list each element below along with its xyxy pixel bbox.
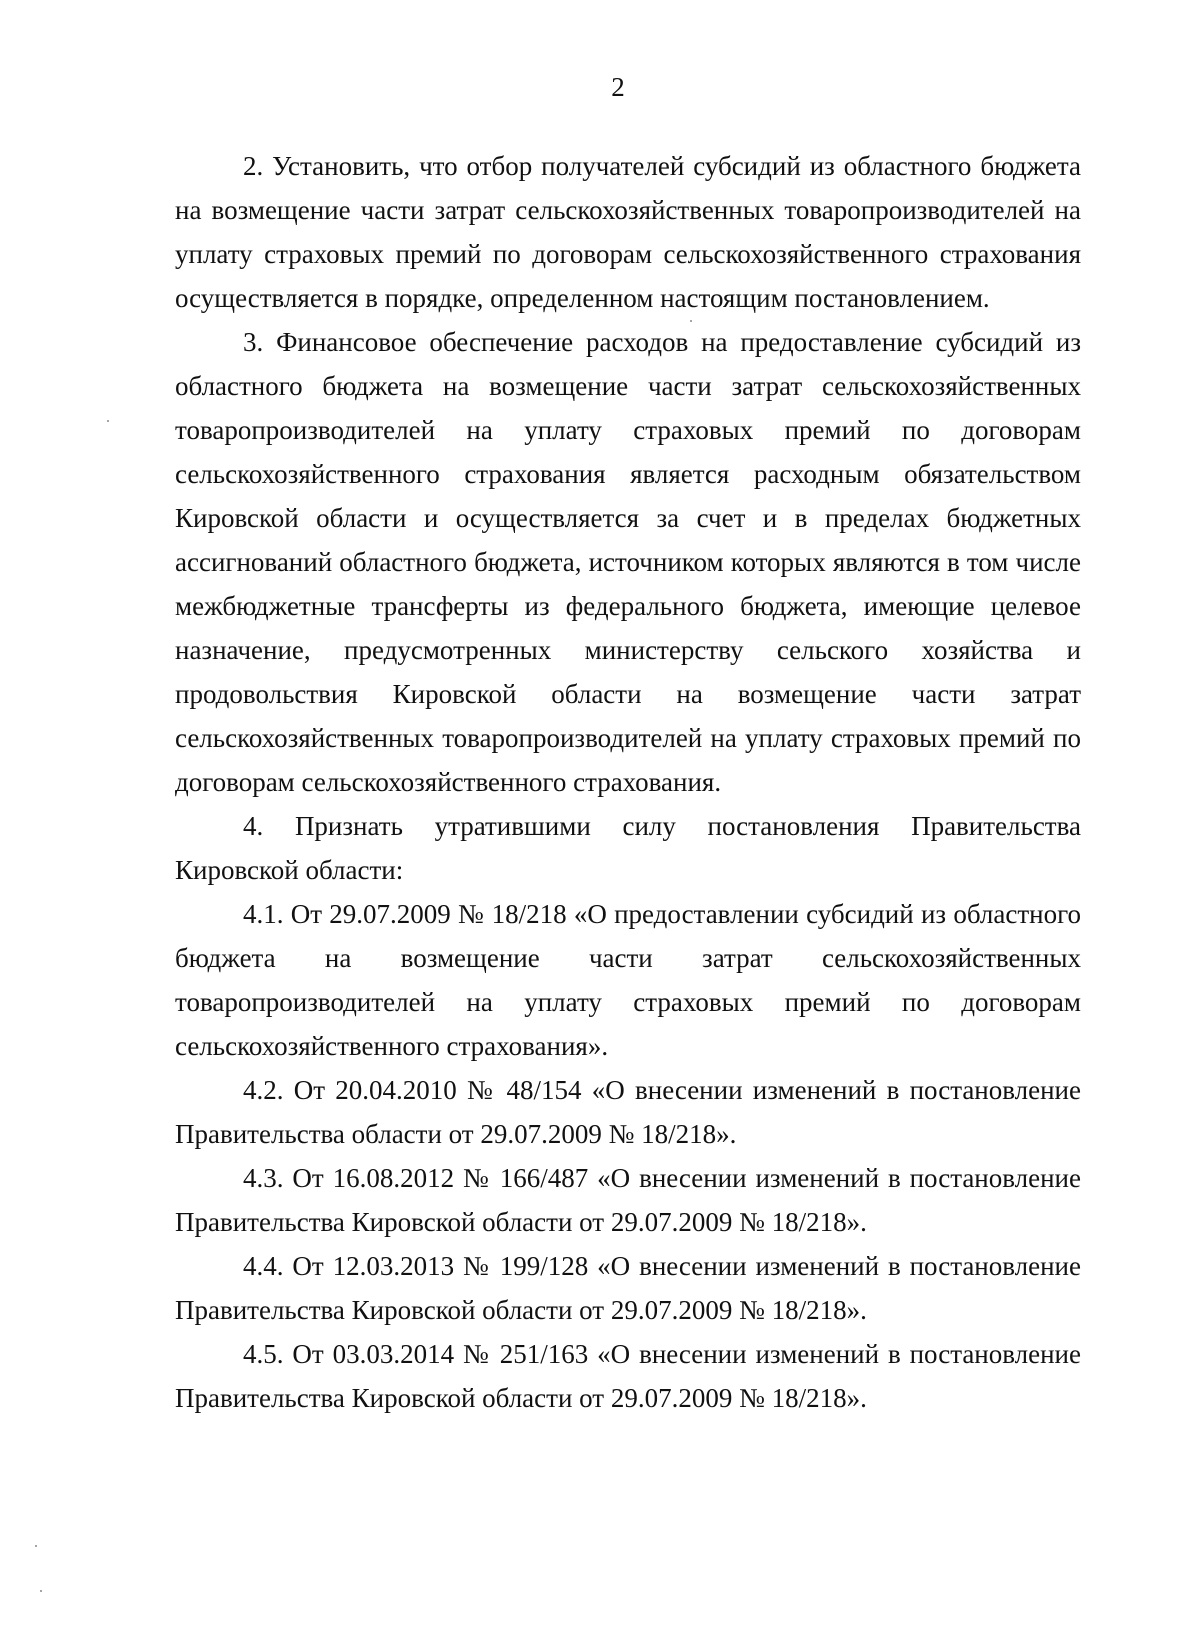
paragraph-4: 4. Признать утратившими силу постановления Правительства Кировской области: <box>175 811 1081 885</box>
paragraph-4-2: 4.2. От 20.04.2010 № 48/154 «О внесении изменений в постановление Правительства области от 29.07.2009 № 18/218». <box>175 1075 1081 1149</box>
scan-speck <box>107 420 109 422</box>
document-body <box>175 144 1081 1420</box>
page-number: 2 <box>611 72 625 102</box>
paragraph-4-1: 4.1. От 29.07.2009 № 18/218 «О предоставлении субсидий из областного бюджета на возмещение части затрат сельскохозяйственных товаропроизводителей на уплату страховых премий по договорам сельскохозяйственного страхования». <box>175 899 1081 1061</box>
scan-speck <box>35 1545 37 1547</box>
paragraph-4-4: 4.4. От 12.03.2013 № 199/128 «О внесении изменений в постановление Правительства Кировской области от 29.07.2009 № 18/218». <box>175 1251 1081 1325</box>
paragraph-2: 2. Установить, что отбор получателей субсидий из областного бюджета на возмещение части затрат сельскохозяйственных товаропроизводителей на уплату страховых премий по договорам сельскохозяйственного страхования осуществляется в порядке, определенном настоящим постановлением. <box>175 151 1081 313</box>
paragraph-4-3: 4.3. От 16.08.2012 № 166/487 «О внесении изменений в постановление Правительства Кировской области от 29.07.2009 № 18/218». <box>175 1163 1081 1237</box>
paragraph-3: 3. Финансовое обеспечение расходов на предоставление субсидий из областного бюджета на возмещение части затрат сельскохозяйственных товаропроизводителей на уплату страховых премий по договорам сельскохозяйственного страхования является расходным обязательством Кировской области и осуществляется за счет и в пределах бюджетных ассигнований областного бюджета, источником которых являются в том числе межбюджетные трансферты из федерального бюджета, имеющие целевое назначение, предусмотренных министерству сельского хозяйства и продовольствия Кировской области на возмещение части затрат сельскохозяйственных товаропроизводителей на уплату страховых премий по договорам сельскохозяйственного страхования. <box>175 327 1081 797</box>
scan-speck <box>40 1590 42 1592</box>
paragraph-4-5: 4.5. От 03.03.2014 № 251/163 «О внесении изменений в постановление Правительства Кировской области от 29.07.2009 № 18/218». <box>175 1339 1081 1413</box>
scan-speck <box>690 320 692 322</box>
